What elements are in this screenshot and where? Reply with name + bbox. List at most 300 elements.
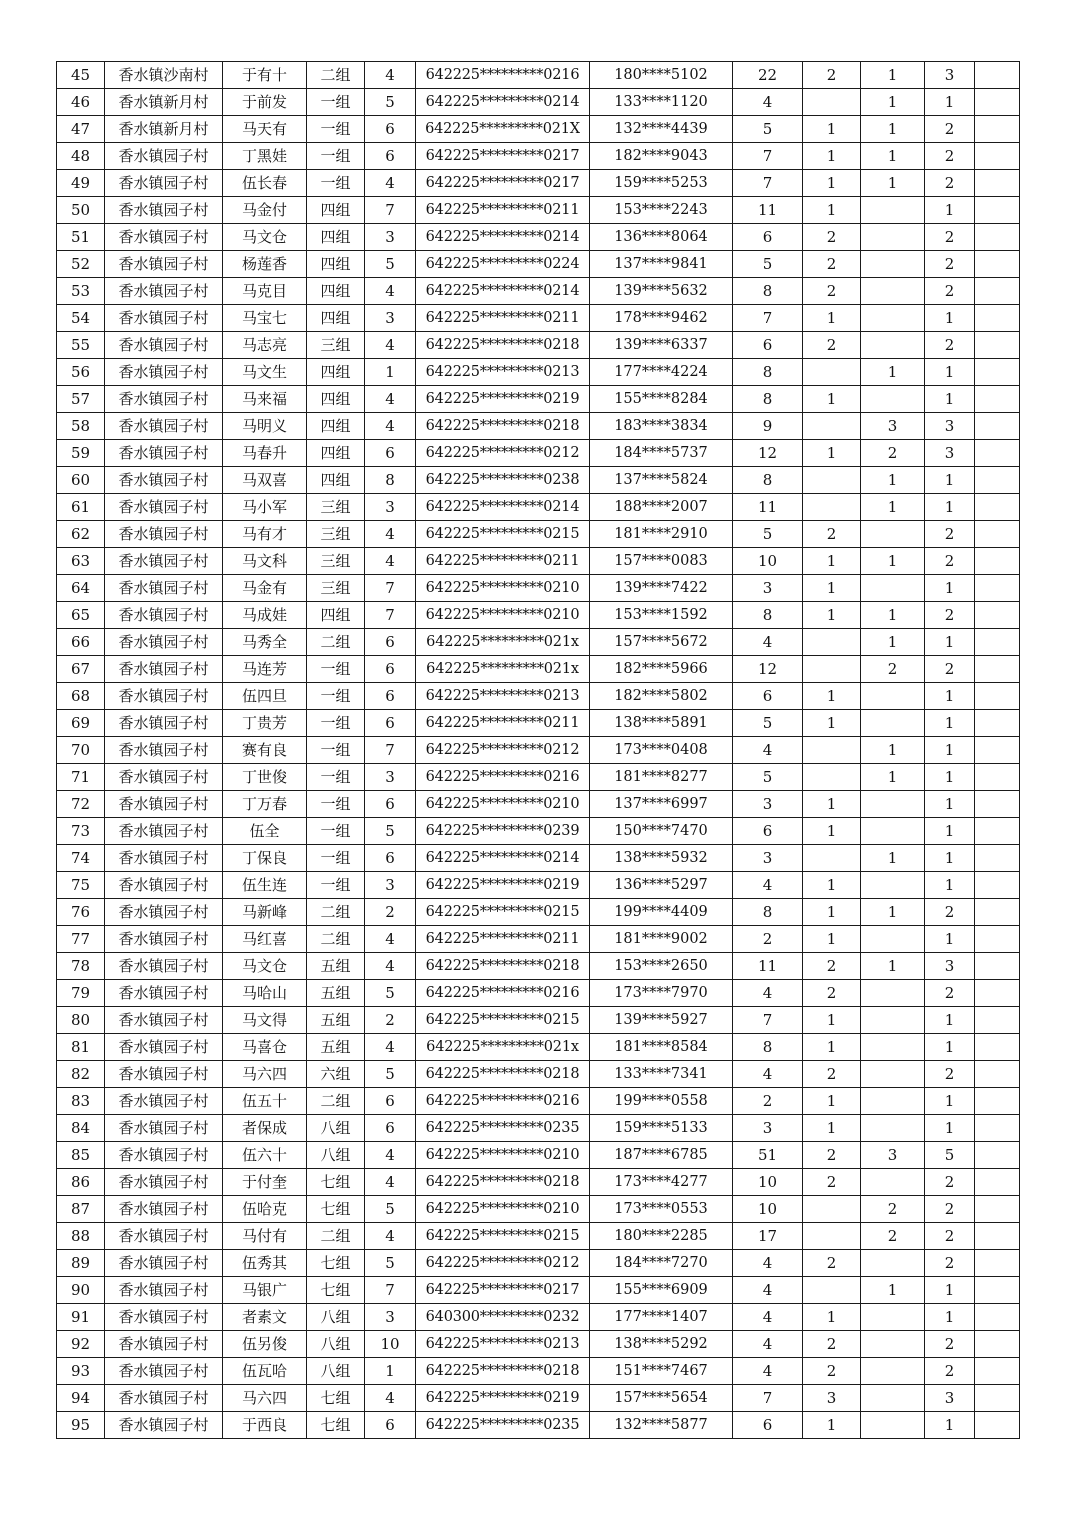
village-cell: 香水镇园子村 xyxy=(105,845,223,872)
phone-cell: 187****6785 xyxy=(590,1142,733,1169)
phone-cell: 177****4224 xyxy=(590,359,733,386)
table-row xyxy=(57,872,1020,899)
group-cell: 一组 xyxy=(307,683,365,710)
total-cell: 2 xyxy=(925,224,975,251)
row-number: 67 xyxy=(57,656,105,683)
village-cell: 香水镇园子村 xyxy=(105,683,223,710)
total-cell: 1 xyxy=(925,1304,975,1331)
table-row xyxy=(57,683,1020,710)
household-size-cell: 6 xyxy=(365,1115,416,1142)
id-number-cell: 642225*********0216 xyxy=(416,1088,590,1115)
value-c-cell xyxy=(861,224,925,251)
table-row xyxy=(57,467,1020,494)
value-a-cell: 7 xyxy=(733,305,803,332)
id-number-cell: 642225*********0235 xyxy=(416,1412,590,1439)
value-a-cell: 7 xyxy=(733,1385,803,1412)
remark-cell xyxy=(975,386,1020,413)
row-number: 91 xyxy=(57,1304,105,1331)
value-c-cell xyxy=(861,1358,925,1385)
value-b-cell: 1 xyxy=(803,305,861,332)
group-cell: 五组 xyxy=(307,953,365,980)
phone-cell: 157****5654 xyxy=(590,1385,733,1412)
value-b-cell xyxy=(803,1223,861,1250)
household-size-cell: 2 xyxy=(365,1007,416,1034)
household-size-cell: 2 xyxy=(365,899,416,926)
total-cell: 2 xyxy=(925,251,975,278)
value-c-cell xyxy=(861,1007,925,1034)
name-cell: 于付奎 xyxy=(223,1169,307,1196)
name-cell: 马秀全 xyxy=(223,629,307,656)
remark-cell xyxy=(975,791,1020,818)
value-b-cell: 2 xyxy=(803,332,861,359)
household-table xyxy=(56,61,1020,1439)
table-row xyxy=(57,1358,1020,1385)
value-a-cell: 7 xyxy=(733,170,803,197)
household-size-cell: 10 xyxy=(365,1331,416,1358)
group-cell: 七组 xyxy=(307,1277,365,1304)
remark-cell xyxy=(975,683,1020,710)
group-cell: 八组 xyxy=(307,1142,365,1169)
value-b-cell xyxy=(803,494,861,521)
table-row xyxy=(57,224,1020,251)
value-b-cell: 2 xyxy=(803,62,861,89)
village-cell: 香水镇园子村 xyxy=(105,818,223,845)
total-cell: 1 xyxy=(925,629,975,656)
phone-cell: 184****5737 xyxy=(590,440,733,467)
row-number: 64 xyxy=(57,575,105,602)
total-cell: 1 xyxy=(925,872,975,899)
name-cell: 马金付 xyxy=(223,197,307,224)
village-cell: 香水镇园子村 xyxy=(105,278,223,305)
village-cell: 香水镇园子村 xyxy=(105,602,223,629)
village-cell: 香水镇园子村 xyxy=(105,1115,223,1142)
village-cell: 香水镇园子村 xyxy=(105,359,223,386)
group-cell: 三组 xyxy=(307,548,365,575)
value-a-cell: 10 xyxy=(733,548,803,575)
row-number: 75 xyxy=(57,872,105,899)
phone-cell: 173****0408 xyxy=(590,737,733,764)
remark-cell xyxy=(975,1061,1020,1088)
name-cell: 马文仓 xyxy=(223,953,307,980)
table-row xyxy=(57,1277,1020,1304)
group-cell: 一组 xyxy=(307,818,365,845)
village-cell: 香水镇园子村 xyxy=(105,224,223,251)
value-b-cell: 1 xyxy=(803,602,861,629)
table-row xyxy=(57,1034,1020,1061)
group-cell: 七组 xyxy=(307,1250,365,1277)
name-cell: 丁保良 xyxy=(223,845,307,872)
id-number-cell: 642225*********0212 xyxy=(416,1250,590,1277)
value-b-cell: 2 xyxy=(803,224,861,251)
value-c-cell xyxy=(861,1385,925,1412)
table-row xyxy=(57,440,1020,467)
id-number-cell: 642225*********0214 xyxy=(416,224,590,251)
household-size-cell: 4 xyxy=(365,332,416,359)
group-cell: 七组 xyxy=(307,1169,365,1196)
remark-cell xyxy=(975,467,1020,494)
remark-cell xyxy=(975,1088,1020,1115)
phone-cell: 173****4277 xyxy=(590,1169,733,1196)
household-size-cell: 3 xyxy=(365,872,416,899)
value-b-cell xyxy=(803,629,861,656)
household-size-cell: 4 xyxy=(365,1142,416,1169)
value-a-cell: 10 xyxy=(733,1169,803,1196)
household-size-cell: 7 xyxy=(365,602,416,629)
phone-cell: 155****6909 xyxy=(590,1277,733,1304)
village-cell: 香水镇园子村 xyxy=(105,1250,223,1277)
value-c-cell: 1 xyxy=(861,467,925,494)
phone-cell: 133****1120 xyxy=(590,89,733,116)
phone-cell: 139****6337 xyxy=(590,332,733,359)
name-cell: 马明义 xyxy=(223,413,307,440)
remark-cell xyxy=(975,62,1020,89)
total-cell: 2 xyxy=(925,143,975,170)
name-cell: 马红喜 xyxy=(223,926,307,953)
remark-cell xyxy=(975,737,1020,764)
value-c-cell: 1 xyxy=(861,170,925,197)
phone-cell: 157****5672 xyxy=(590,629,733,656)
household-size-cell: 4 xyxy=(365,953,416,980)
table-row xyxy=(57,521,1020,548)
value-a-cell: 4 xyxy=(733,89,803,116)
table-row xyxy=(57,899,1020,926)
value-c-cell xyxy=(861,332,925,359)
village-cell: 香水镇沙南村 xyxy=(105,62,223,89)
village-cell: 香水镇园子村 xyxy=(105,413,223,440)
remark-cell xyxy=(975,440,1020,467)
row-number: 52 xyxy=(57,251,105,278)
household-size-cell: 5 xyxy=(365,89,416,116)
table-row xyxy=(57,818,1020,845)
row-number: 53 xyxy=(57,278,105,305)
group-cell: 二组 xyxy=(307,1223,365,1250)
value-b-cell: 1 xyxy=(803,116,861,143)
household-size-cell: 4 xyxy=(365,1169,416,1196)
row-number: 90 xyxy=(57,1277,105,1304)
row-number: 92 xyxy=(57,1331,105,1358)
total-cell: 3 xyxy=(925,953,975,980)
value-c-cell xyxy=(861,1412,925,1439)
village-cell: 香水镇园子村 xyxy=(105,1385,223,1412)
row-number: 55 xyxy=(57,332,105,359)
id-number-cell: 642225*********0218 xyxy=(416,332,590,359)
row-number: 70 xyxy=(57,737,105,764)
name-cell: 马文得 xyxy=(223,1007,307,1034)
name-cell: 马小军 xyxy=(223,494,307,521)
value-c-cell: 1 xyxy=(861,953,925,980)
village-cell: 香水镇园子村 xyxy=(105,575,223,602)
total-cell: 2 xyxy=(925,1223,975,1250)
total-cell: 2 xyxy=(925,656,975,683)
village-cell: 香水镇新月村 xyxy=(105,89,223,116)
name-cell: 赛有良 xyxy=(223,737,307,764)
group-cell: 一组 xyxy=(307,710,365,737)
value-c-cell xyxy=(861,980,925,1007)
row-number: 82 xyxy=(57,1061,105,1088)
table-row xyxy=(57,980,1020,1007)
remark-cell xyxy=(975,332,1020,359)
remark-cell xyxy=(975,521,1020,548)
value-c-cell: 1 xyxy=(861,629,925,656)
remark-cell xyxy=(975,116,1020,143)
value-c-cell: 1 xyxy=(861,116,925,143)
village-cell: 香水镇园子村 xyxy=(105,1304,223,1331)
value-c-cell: 1 xyxy=(861,494,925,521)
value-b-cell: 1 xyxy=(803,791,861,818)
name-cell: 丁世俊 xyxy=(223,764,307,791)
group-cell: 四组 xyxy=(307,413,365,440)
phone-cell: 159****5133 xyxy=(590,1115,733,1142)
village-cell: 香水镇园子村 xyxy=(105,1061,223,1088)
value-b-cell xyxy=(803,737,861,764)
group-cell: 七组 xyxy=(307,1412,365,1439)
group-cell: 六组 xyxy=(307,1061,365,1088)
household-size-cell: 3 xyxy=(365,764,416,791)
value-a-cell: 4 xyxy=(733,1304,803,1331)
household-size-cell: 6 xyxy=(365,710,416,737)
group-cell: 四组 xyxy=(307,440,365,467)
total-cell: 1 xyxy=(925,791,975,818)
value-a-cell: 4 xyxy=(733,1061,803,1088)
total-cell: 1 xyxy=(925,683,975,710)
table-row xyxy=(57,1007,1020,1034)
phone-cell: 138****5932 xyxy=(590,845,733,872)
table-row xyxy=(57,1412,1020,1439)
name-cell: 伍五十 xyxy=(223,1088,307,1115)
value-c-cell xyxy=(861,1034,925,1061)
village-cell: 香水镇园子村 xyxy=(105,1412,223,1439)
table-row xyxy=(57,1385,1020,1412)
village-cell: 香水镇园子村 xyxy=(105,170,223,197)
table-row xyxy=(57,1142,1020,1169)
row-number: 49 xyxy=(57,170,105,197)
total-cell: 1 xyxy=(925,386,975,413)
phone-cell: 138****5891 xyxy=(590,710,733,737)
remark-cell xyxy=(975,251,1020,278)
group-cell: 二组 xyxy=(307,1088,365,1115)
phone-cell: 181****9002 xyxy=(590,926,733,953)
row-number: 60 xyxy=(57,467,105,494)
value-a-cell: 8 xyxy=(733,602,803,629)
remark-cell xyxy=(975,305,1020,332)
value-a-cell: 2 xyxy=(733,926,803,953)
village-cell: 香水镇园子村 xyxy=(105,737,223,764)
value-b-cell: 2 xyxy=(803,278,861,305)
value-b-cell: 3 xyxy=(803,1385,861,1412)
row-number: 77 xyxy=(57,926,105,953)
group-cell: 七组 xyxy=(307,1196,365,1223)
table-row xyxy=(57,332,1020,359)
row-number: 84 xyxy=(57,1115,105,1142)
remark-cell xyxy=(975,899,1020,926)
phone-cell: 153****2650 xyxy=(590,953,733,980)
group-cell: 一组 xyxy=(307,170,365,197)
phone-cell: 199****0558 xyxy=(590,1088,733,1115)
group-cell: 五组 xyxy=(307,1007,365,1034)
table-row xyxy=(57,1115,1020,1142)
village-cell: 香水镇园子村 xyxy=(105,710,223,737)
village-cell: 香水镇园子村 xyxy=(105,791,223,818)
remark-cell xyxy=(975,818,1020,845)
total-cell: 2 xyxy=(925,1250,975,1277)
name-cell: 马付有 xyxy=(223,1223,307,1250)
phone-cell: 182****5966 xyxy=(590,656,733,683)
value-a-cell: 8 xyxy=(733,1034,803,1061)
total-cell: 2 xyxy=(925,332,975,359)
id-number-cell: 642225*********0217 xyxy=(416,170,590,197)
phone-cell: 182****5802 xyxy=(590,683,733,710)
value-a-cell: 22 xyxy=(733,62,803,89)
remark-cell xyxy=(975,602,1020,629)
phone-cell: 139****5927 xyxy=(590,1007,733,1034)
remark-cell xyxy=(975,1115,1020,1142)
total-cell: 5 xyxy=(925,1142,975,1169)
remark-cell xyxy=(975,359,1020,386)
name-cell: 于有十 xyxy=(223,62,307,89)
household-size-cell: 4 xyxy=(365,1034,416,1061)
total-cell: 1 xyxy=(925,1034,975,1061)
table-row xyxy=(57,89,1020,116)
phone-cell: 137****9841 xyxy=(590,251,733,278)
village-cell: 香水镇园子村 xyxy=(105,926,223,953)
phone-cell: 155****8284 xyxy=(590,386,733,413)
village-cell: 香水镇园子村 xyxy=(105,629,223,656)
total-cell: 3 xyxy=(925,413,975,440)
value-c-cell: 3 xyxy=(861,413,925,440)
value-b-cell: 2 xyxy=(803,980,861,1007)
value-c-cell: 2 xyxy=(861,1196,925,1223)
value-c-cell xyxy=(861,1331,925,1358)
household-size-cell: 6 xyxy=(365,1088,416,1115)
remark-cell xyxy=(975,872,1020,899)
total-cell: 1 xyxy=(925,764,975,791)
value-b-cell: 1 xyxy=(803,1034,861,1061)
value-b-cell: 2 xyxy=(803,1250,861,1277)
household-size-cell: 4 xyxy=(365,413,416,440)
phone-cell: 137****6997 xyxy=(590,791,733,818)
value-b-cell: 2 xyxy=(803,953,861,980)
remark-cell xyxy=(975,1196,1020,1223)
value-a-cell: 5 xyxy=(733,710,803,737)
value-a-cell: 6 xyxy=(733,332,803,359)
value-c-cell: 2 xyxy=(861,656,925,683)
table-row xyxy=(57,548,1020,575)
phone-cell: 137****5824 xyxy=(590,467,733,494)
remark-cell xyxy=(975,1169,1020,1196)
value-b-cell: 2 xyxy=(803,251,861,278)
row-number: 80 xyxy=(57,1007,105,1034)
name-cell: 马银广 xyxy=(223,1277,307,1304)
table-row xyxy=(57,1196,1020,1223)
total-cell: 1 xyxy=(925,710,975,737)
row-number: 86 xyxy=(57,1169,105,1196)
id-number-cell: 642225*********0213 xyxy=(416,359,590,386)
id-number-cell: 642225*********0214 xyxy=(416,494,590,521)
village-cell: 香水镇新月村 xyxy=(105,116,223,143)
row-number: 85 xyxy=(57,1142,105,1169)
value-a-cell: 4 xyxy=(733,1277,803,1304)
village-cell: 香水镇园子村 xyxy=(105,143,223,170)
phone-cell: 182****9043 xyxy=(590,143,733,170)
household-size-cell: 4 xyxy=(365,1223,416,1250)
id-number-cell: 642225*********0215 xyxy=(416,1223,590,1250)
id-number-cell: 642225*********0218 xyxy=(416,953,590,980)
total-cell: 1 xyxy=(925,737,975,764)
total-cell: 2 xyxy=(925,1169,975,1196)
village-cell: 香水镇园子村 xyxy=(105,332,223,359)
total-cell: 1 xyxy=(925,1115,975,1142)
table-row xyxy=(57,791,1020,818)
value-b-cell xyxy=(803,764,861,791)
value-b-cell: 2 xyxy=(803,1061,861,1088)
row-number: 87 xyxy=(57,1196,105,1223)
row-number: 78 xyxy=(57,953,105,980)
phone-cell: 153****2243 xyxy=(590,197,733,224)
total-cell: 2 xyxy=(925,1061,975,1088)
phone-cell: 159****5253 xyxy=(590,170,733,197)
table-row xyxy=(57,1331,1020,1358)
row-number: 58 xyxy=(57,413,105,440)
value-a-cell: 4 xyxy=(733,1358,803,1385)
table-row xyxy=(57,575,1020,602)
value-a-cell: 11 xyxy=(733,953,803,980)
id-number-cell: 642225*********0238 xyxy=(416,467,590,494)
id-number-cell: 642225*********021x xyxy=(416,1034,590,1061)
household-size-cell: 3 xyxy=(365,305,416,332)
value-a-cell: 4 xyxy=(733,629,803,656)
table-row xyxy=(57,629,1020,656)
group-cell: 五组 xyxy=(307,980,365,1007)
name-cell: 马六四 xyxy=(223,1061,307,1088)
phone-cell: 139****7422 xyxy=(590,575,733,602)
total-cell: 1 xyxy=(925,89,975,116)
row-number: 69 xyxy=(57,710,105,737)
remark-cell xyxy=(975,629,1020,656)
group-cell: 一组 xyxy=(307,89,365,116)
id-number-cell: 642225*********0211 xyxy=(416,197,590,224)
name-cell: 马连芳 xyxy=(223,656,307,683)
value-b-cell: 1 xyxy=(803,926,861,953)
name-cell: 马春升 xyxy=(223,440,307,467)
remark-cell xyxy=(975,278,1020,305)
value-a-cell: 8 xyxy=(733,278,803,305)
name-cell: 丁黑娃 xyxy=(223,143,307,170)
id-number-cell: 642225*********0215 xyxy=(416,899,590,926)
row-number: 54 xyxy=(57,305,105,332)
value-c-cell: 2 xyxy=(861,1223,925,1250)
household-size-cell: 4 xyxy=(365,1385,416,1412)
table-row xyxy=(57,386,1020,413)
group-cell: 一组 xyxy=(307,116,365,143)
household-size-cell: 4 xyxy=(365,278,416,305)
remark-cell xyxy=(975,1277,1020,1304)
group-cell: 一组 xyxy=(307,845,365,872)
value-c-cell xyxy=(861,791,925,818)
table-row xyxy=(57,413,1020,440)
value-a-cell: 7 xyxy=(733,1007,803,1034)
remark-cell xyxy=(975,656,1020,683)
total-cell: 2 xyxy=(925,602,975,629)
value-c-cell xyxy=(861,1115,925,1142)
village-cell: 香水镇园子村 xyxy=(105,494,223,521)
value-a-cell: 12 xyxy=(733,440,803,467)
value-c-cell xyxy=(861,251,925,278)
phone-cell: 173****0553 xyxy=(590,1196,733,1223)
name-cell: 伍四旦 xyxy=(223,683,307,710)
row-number: 95 xyxy=(57,1412,105,1439)
group-cell: 二组 xyxy=(307,629,365,656)
table-row xyxy=(57,953,1020,980)
